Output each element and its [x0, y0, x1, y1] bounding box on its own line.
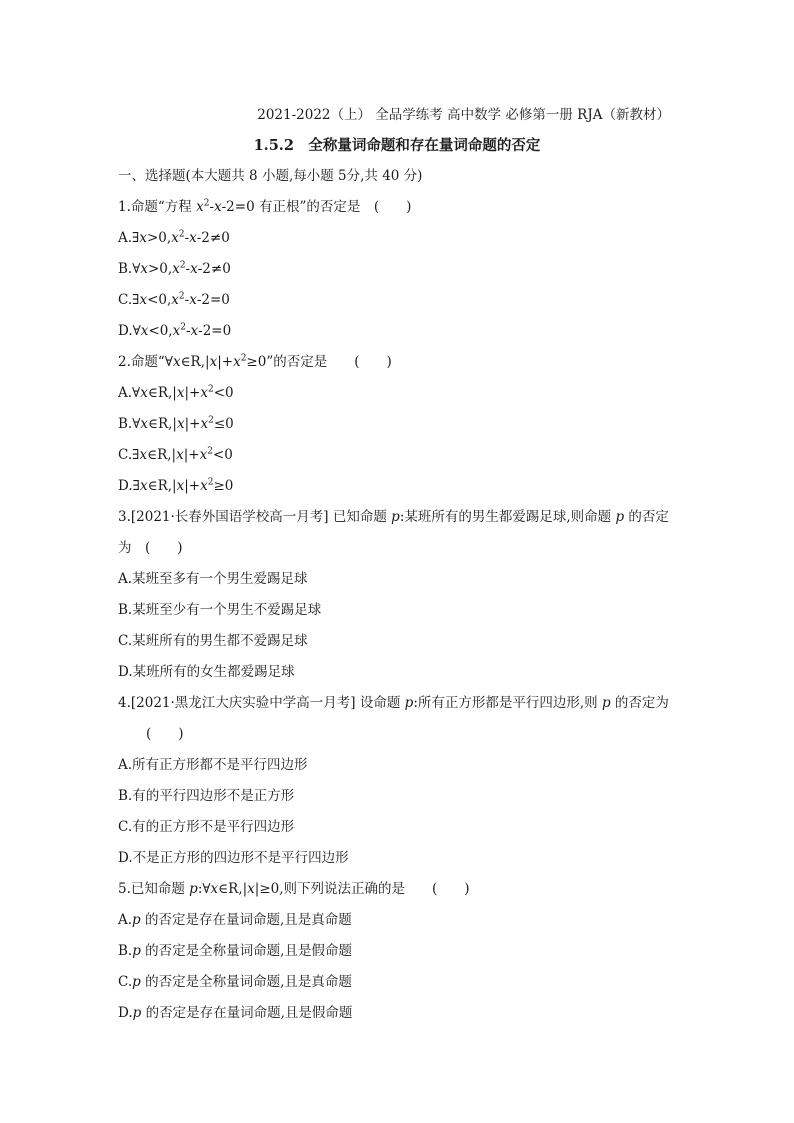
answer-option: B.有的平行四边形不是正方形 — [118, 788, 295, 804]
answer-option: C.有的正方形不是平行四边形 — [118, 819, 295, 835]
question-stem: 5.已知命题 p:∀x∈R,|x|≥0,则下列说法正确的是 ( ) — [118, 881, 470, 897]
answer-option: B.某班至少有一个男生不爱踢足球 — [118, 602, 322, 618]
answer-option: $C.\exists x<0,x^2-x-2=0$ — [118, 291, 230, 308]
answer-option: $B.\forall x\in R,|x|+x^2\le 0$ — [118, 415, 234, 432]
answer-option: $C.\exists x\in R,|x|+x^2<0$ — [118, 446, 233, 463]
answer-option: A.所有正方形都不是平行四边形 — [118, 757, 308, 773]
question-stem-continued: ( ) — [146, 726, 184, 742]
question-stem: 4.[2021·黑龙江大庆实验中学高一月考] 设命题 p:所有正方形都是平行四边形,则 p 的否定为 — [118, 695, 669, 711]
answer-option: D.某班所有的女生都爱踢足球 — [118, 664, 295, 680]
answer-option: B.p 的否定是全称量词命题,且是假命题 — [118, 943, 352, 959]
answer-option: C.p 的否定是全称量词命题,且是真命题 — [118, 974, 352, 990]
section-heading: 一、选择题(本大题共 8 小题,每小题 5分,共 40 分) — [118, 168, 423, 184]
book-header: 2021-2022（上） 全品学练考 高中数学 必修第一册 RJA（新教材） — [257, 107, 670, 123]
answer-option: $D.\forall x<0,x^2-x-2=0$ — [118, 322, 232, 339]
answer-option: D.不是正方形的四边形不是平行四边形 — [118, 850, 349, 866]
question-stem: 1.命题“方程 $x^2-x-2=0$ 有正根”的否定是 ( ) — [118, 198, 412, 215]
question-stem-continued: 为 ( ) — [118, 540, 183, 556]
answer-option: $B.\forall x>0,x^2-x-2\ne 0$ — [118, 260, 231, 277]
lesson-title: 1.5.2 全称量词命题和存在量词命题的否定 — [253, 137, 541, 154]
answer-option: A.p 的否定是存在量词命题,且是真命题 — [118, 912, 352, 928]
question-stem: 3.[2021·长春外国语学校高一月考] 已知命题 p:某班所有的男生都爱踢足球,则命题 p 的否定 — [118, 509, 669, 525]
answer-option: $A.\exists x>0,x^2-x-2\ne 0$ — [118, 229, 230, 246]
questions-container — [118, 196, 678, 1033]
question-stem: 2.命题“$\forall x\in R,|x|+x^2\ge 0$”的否定是 ( ) — [118, 353, 392, 370]
answer-option: $A.\forall x\in R,|x|+x^2<0$ — [118, 384, 234, 401]
question-list — [118, 165, 678, 1033]
answer-option: C.某班所有的男生都不爱踢足球 — [118, 633, 308, 649]
answer-option: $D.\exists x\in R,|x|+x^2\ge 0$ — [118, 477, 234, 494]
answer-option: D.p 的否定是存在量词命题,且是假命题 — [118, 1005, 353, 1021]
answer-option: A.某班至多有一个男生爱踢足球 — [118, 571, 308, 587]
